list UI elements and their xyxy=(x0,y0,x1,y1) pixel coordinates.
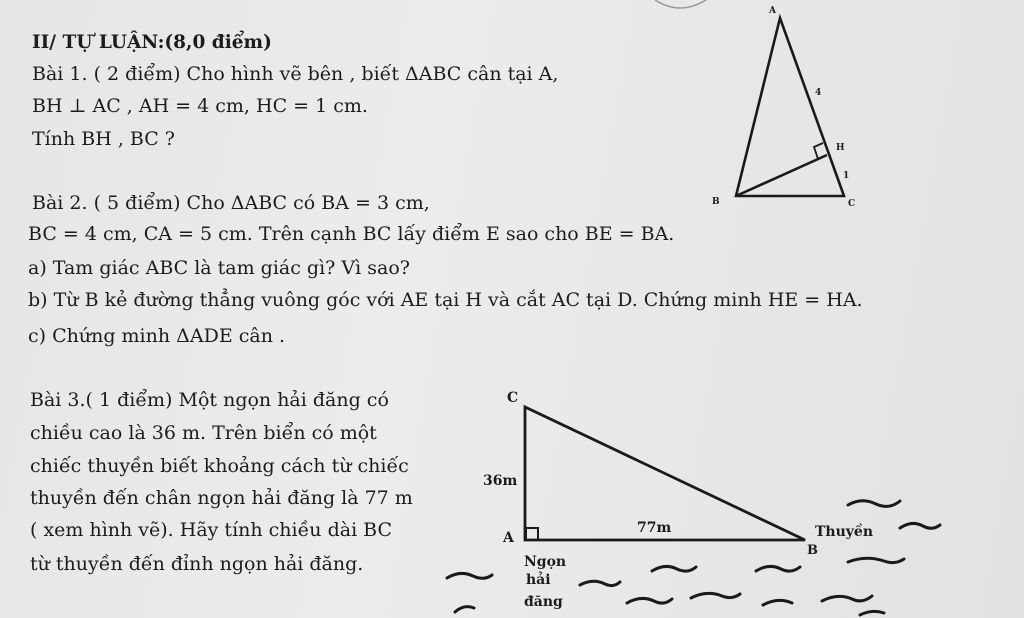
bai2-part-a: a) Tam giác ABC là tam giác gì? Vì sao? xyxy=(28,257,410,279)
label-point-h: H xyxy=(836,143,845,153)
altitude-bh xyxy=(736,155,827,196)
sea-waves-decoration xyxy=(447,501,940,615)
label-vertex-a: A xyxy=(769,6,776,16)
label-vertex-c: C xyxy=(848,199,856,209)
label-lighthouse-3: đăng xyxy=(524,594,563,610)
label-boat: Thuyền xyxy=(815,524,873,540)
label-length-hc: 1 xyxy=(843,171,850,181)
label-vertex-b: B xyxy=(807,543,818,558)
label-distance: 77m xyxy=(637,520,672,536)
bai2-part-b: b) Từ B kẻ đường thẳng vuông góc với AE tại H và cắt AC tại D. Chứng minh HE = HA. xyxy=(28,289,863,311)
label-length-ah: 4 xyxy=(815,88,822,98)
bai3-line: chiếc thuyền biết khoảng cách từ chiếc xyxy=(30,455,409,477)
label-lighthouse-2: hải xyxy=(526,572,551,588)
figure-bai3-lighthouse xyxy=(447,390,940,615)
bai2-line1: Bài 2. ( 5 điểm) Cho ΔABC có BA = 3 cm, xyxy=(32,192,430,214)
circle-fragment-decoration xyxy=(655,0,706,8)
triangle-abc xyxy=(736,18,844,196)
bai3-line: Bài 3.( 1 điểm) Một ngọn hải đăng có xyxy=(30,389,389,411)
label-lighthouse-1: Ngọn xyxy=(524,554,567,570)
bai3-line: từ thuyền đến đỉnh ngọn hải đăng. xyxy=(30,553,364,575)
bai1-line2: BH ⊥ AC , AH = 4 cm, HC = 1 cm. xyxy=(32,95,368,117)
label-height: 36m xyxy=(483,473,518,489)
label-vertex-c: C xyxy=(507,390,519,406)
bai3-line: chiều cao là 36 m. Trên biển có một xyxy=(30,422,377,444)
right-angle-mark-a xyxy=(526,528,538,540)
bai2-part-c: c) Chứng minh ΔADE cân . xyxy=(28,325,286,347)
label-vertex-b: B xyxy=(712,197,720,207)
section-heading: II/ TỰ LUẬN:(8,0 điểm) xyxy=(32,32,272,53)
bai1-line1: Bài 1. ( 2 điểm) Cho hình vẽ bên , biết ΔABC cân tại A, xyxy=(32,63,559,85)
figure-bai1-triangle xyxy=(712,6,855,209)
bai1-line3: Tính BH , BC ? xyxy=(32,128,175,150)
bai3-line: ( xem hình vẽ). Hãy tính chiều dài BC xyxy=(30,519,393,541)
bai2-line2: BC = 4 cm, CA = 5 cm. Trên cạnh BC lấy điểm E sao cho BE = BA. xyxy=(28,223,675,245)
label-vertex-a: A xyxy=(503,530,514,546)
bai3-line: thuyền đến chân ngọn hải đăng là 77 m xyxy=(30,487,413,509)
